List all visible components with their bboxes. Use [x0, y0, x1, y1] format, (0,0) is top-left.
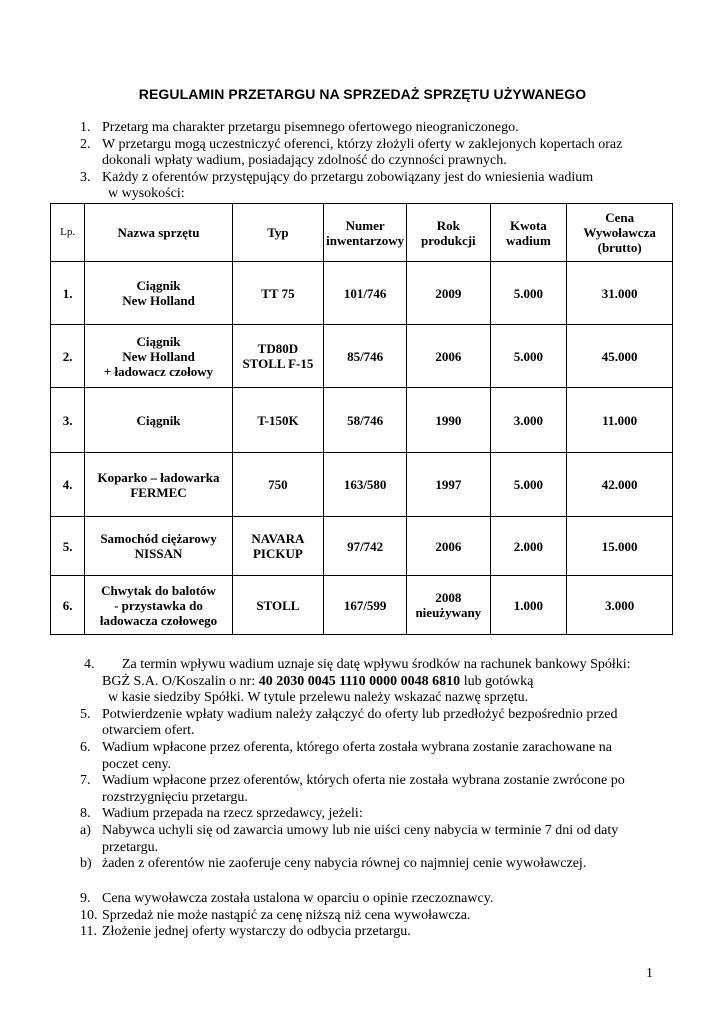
cell-name: Koparko – ładowarka FERMEC — [85, 453, 232, 517]
cell-name: Ciągnik — [85, 388, 232, 453]
cell-lp: 5. — [51, 517, 85, 576]
item-text-continued: poczet ceny. — [102, 756, 172, 772]
cell-inventory: 58/746 — [324, 388, 407, 453]
table-row — [51, 453, 673, 517]
cell-inventory: 163/580 — [324, 453, 407, 517]
cell-price: 15.000 — [567, 517, 673, 576]
item-text: Wadium wpłacone przez oferentów, których oferta nie została wybrana zostanie zwrócone po — [102, 773, 625, 789]
item-text: żaden z oferentów nie zaoferuje ceny nabycia równej co najmniej cenie wywoławczej. — [102, 856, 587, 872]
list-item — [80, 740, 660, 757]
table-row — [51, 262, 673, 325]
cell-name: Ciągnik New Holland + ładowacz czołowy — [85, 325, 232, 388]
table-row — [51, 576, 673, 635]
item-text: Sprzedaż nie może nastąpić za cenę niższą niż cena wywoławcza. — [102, 907, 471, 923]
cell-price: 11.000 — [567, 388, 673, 453]
cell-name: Chwytak do balotów - przystawka do ładowacza czołowego — [85, 576, 232, 635]
list-item — [80, 908, 660, 925]
item-number: a) — [80, 822, 91, 838]
cell-deposit: 1.000 — [490, 576, 567, 635]
header-inventory: Numer inwentarzowy — [324, 204, 407, 262]
equipment-table — [50, 203, 673, 635]
header-deposit: Kwota wadium — [490, 204, 567, 262]
table-row — [51, 517, 673, 576]
cell-deposit: 3.000 — [490, 388, 567, 453]
cell-inventory: 101/746 — [324, 262, 407, 325]
cell-type: 750 — [232, 453, 323, 517]
cell-year: 2009 — [407, 262, 490, 325]
item-number: 3. — [80, 169, 91, 185]
list-item — [80, 773, 660, 790]
table-header-row — [51, 204, 673, 262]
item-text-continued: BGŻ S.A. O/Koszalin o nr: 40 2030 0045 1110 0000 0048 6810 lub gotówką — [102, 673, 534, 689]
final-list — [80, 891, 660, 941]
cell-price: 42.000 — [567, 453, 673, 517]
item-text: Za termin wpływu wadium uznaje się datę wpływu środków na rachunek bankowy Spółki: — [122, 657, 631, 672]
item-text-continued: w kasie siedziby Spółki. W tytule przelewu należy wskazać nazwę sprzętu. — [108, 690, 529, 706]
list-item — [80, 120, 660, 137]
cell-price: 31.000 — [567, 262, 673, 325]
document-title: REGULAMIN PRZETARGU NA SPRZEDAŻ SPRZĘTU UŻYWANEGO — [138, 86, 587, 102]
item-text: W przetargu mogą uczestniczyć oferenci, którzy złożyli oferty w zaklejonych kopertach oraz — [102, 136, 623, 152]
cell-lp: 4. — [51, 453, 85, 517]
item-number: 4. — [84, 657, 95, 672]
list-item — [80, 806, 660, 823]
cell-inventory: 85/746 — [324, 325, 407, 388]
header-name: Nazwa sprzętu — [85, 204, 232, 262]
item-text: Nabywca uchyli się od zawarcia umowy lub nie uiści ceny nabycia w terminie 7 dni od daty — [102, 822, 619, 838]
cell-deposit: 5.000 — [490, 325, 567, 388]
item-number: b) — [80, 856, 92, 872]
cell-inventory: 167/599 — [324, 576, 407, 635]
list-item — [80, 137, 660, 154]
cell-lp: 1. — [51, 262, 85, 325]
cell-year: 2006 — [407, 517, 490, 576]
bank-account-number: 40 2030 0045 1110 0000 0048 6810 — [258, 673, 461, 689]
item-text-continued: przetargu. — [102, 839, 159, 855]
cell-deposit: 5.000 — [490, 453, 567, 517]
cell-deposit: 5.000 — [490, 262, 567, 325]
cell-year: 2006 — [407, 325, 490, 388]
item-text: Cena wywoławcza została ustalona w oparciu o opinie rzeczoznawcy. — [102, 891, 494, 906]
item-number: 9. — [80, 891, 91, 906]
item-text-continued: dokonali wpłaty wadium, posiadający zdolność do czynności prawnych. — [102, 153, 507, 169]
header-type: Typ — [232, 204, 323, 262]
header-year: Rok produkcji — [407, 204, 490, 262]
cell-type: TT 75 — [232, 262, 323, 325]
list-item — [80, 924, 660, 941]
list-item — [80, 856, 660, 873]
item-number: 2. — [80, 136, 91, 152]
header-lp: Lp. — [51, 204, 85, 262]
cell-lp: 2. — [51, 325, 85, 388]
list-item — [80, 891, 660, 908]
item-number: 8. — [80, 806, 91, 822]
item-text: Wadium wpłacone przez oferenta, którego oferta została wybrana zostanie zarachowane na — [102, 739, 613, 755]
list-item — [80, 170, 660, 187]
terms-list — [80, 657, 660, 873]
cell-price: 3.000 — [567, 576, 673, 635]
list-item — [80, 823, 660, 840]
cell-lp: 3. — [51, 388, 85, 453]
item-text: Wadium przepada na rzecz sprzedawcy, jeżeli: — [102, 806, 363, 822]
item-number: 10. — [80, 907, 98, 923]
table-row — [51, 325, 673, 388]
item-text-continued: rozstrzygnięciu przetargu. — [102, 789, 248, 805]
item-text: Przetarg ma charakter przetargu pisemnego ofertowego nieograniczonego. — [102, 120, 519, 135]
cell-type: T-150K — [232, 388, 323, 453]
intro-list — [80, 120, 660, 203]
item-text: Złożenie jednej oferty wystarczy do odbycia przetargu. — [102, 924, 411, 940]
cell-deposit: 2.000 — [490, 517, 567, 576]
cell-year: 1990 — [407, 388, 490, 453]
cell-type: STOLL — [232, 576, 323, 635]
cell-name: Samochód ciężarowy NISSAN — [85, 517, 232, 576]
list-item — [80, 707, 660, 724]
cell-type: NAVARA PICKUP — [232, 517, 323, 576]
cell-price: 45.000 — [567, 325, 673, 388]
item-number: 11. — [80, 924, 97, 940]
item-number: 7. — [80, 773, 91, 789]
item-number: 5. — [80, 706, 91, 722]
cell-year: 1997 — [407, 453, 490, 517]
item-number: 6. — [80, 739, 91, 755]
page-number: 1 — [646, 966, 653, 981]
item-text-continued: otwarciem ofert. — [102, 723, 195, 739]
item-number: 1. — [80, 120, 91, 135]
cell-inventory: 97/742 — [324, 517, 407, 576]
item-text-continued: w wysokości: — [108, 186, 185, 202]
cell-year: 2008 nieużywany — [407, 576, 490, 635]
cell-name: Ciągnik New Holland — [85, 262, 232, 325]
item-text: Potwierdzenie wpłaty wadium należy załączyć do oferty lub przedłożyć bezpośrednio przed — [102, 706, 618, 722]
header-price: Cena Wywoławcza (brutto) — [567, 204, 673, 262]
cell-lp: 6. — [51, 576, 85, 635]
item-text: Każdy z oferentów przystępujący do przetargu zobowiązany jest do wniesienia wadium — [102, 169, 594, 185]
table-row — [51, 388, 673, 453]
cell-type: TD80D STOLL F-15 — [232, 325, 323, 388]
list-item — [80, 657, 660, 674]
